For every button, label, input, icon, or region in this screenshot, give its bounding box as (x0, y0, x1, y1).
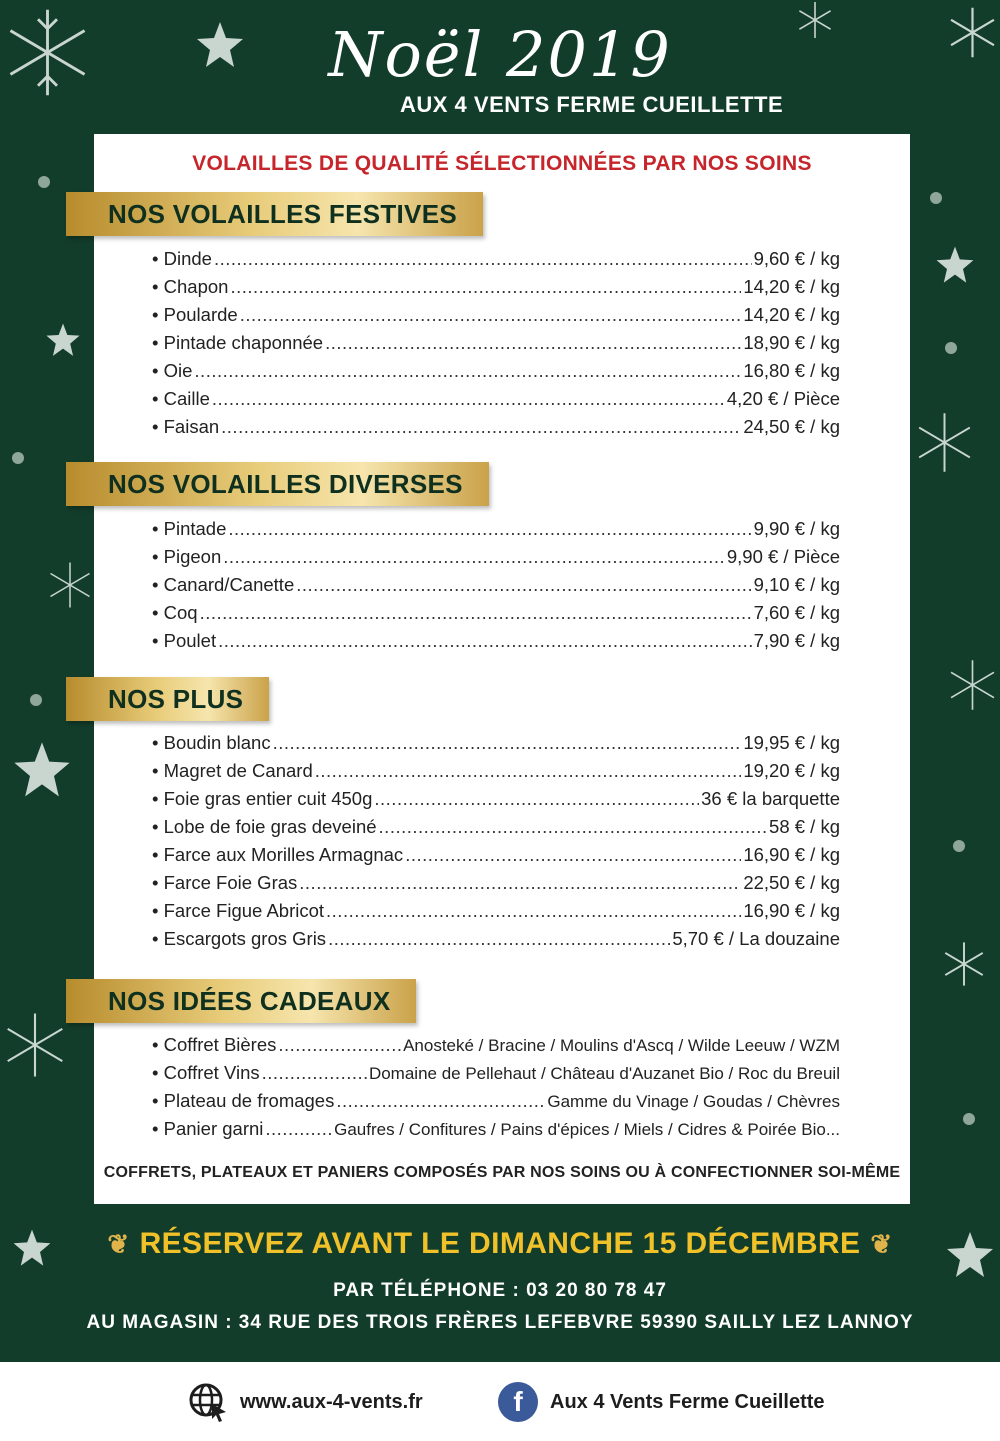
section-header-festives: NOS VOLAILLES FESTIVES (66, 192, 483, 236)
list-item: • Pintade ..... 9,90 € / kg (152, 518, 840, 546)
snowflake-icon (0, 975, 70, 1115)
reservation-headline: ❦ RÉSERVEZ AVANT LE DIMANCHE 15 DÉCEMBRE ❦ (107, 1227, 893, 1260)
list-item: • Panier garni ..... Gaufres / Confitures / Pains d'épices / Miels / Cidres & Poirée Bio... (152, 1118, 840, 1146)
snowflake-icon (912, 410, 977, 475)
decor-dot (953, 840, 965, 852)
reservation-address: AU MAGASIN : 34 RUE DES TROIS FRÈRES LEFEBVRE 59390 SAILLY LEZ LANNOY (86, 1312, 914, 1333)
website-link[interactable]: www.aux-4-vents.fr (188, 1382, 423, 1422)
decor-dot (30, 694, 42, 706)
list-item: • Farce aux Morilles Armagnac ..... 16,90 € / kg (152, 844, 840, 872)
section-header-plus: NOS PLUS (66, 677, 269, 721)
star-icon (12, 740, 72, 800)
list-item: • Boudin blanc ..... 19,95 € / kg (152, 732, 840, 760)
globe-icon (188, 1382, 228, 1422)
decor-dot (945, 342, 957, 354)
snowflake-icon (45, 535, 95, 635)
list-item: • Magret de Canard ..... 19,20 € / kg (152, 760, 840, 788)
list-item: • Oie ..... 16,80 € / kg (152, 360, 840, 388)
decor-dot (930, 192, 942, 204)
menu-card (94, 134, 910, 1204)
facebook-link[interactable]: f Aux 4 Vents Ferme Cueillette (498, 1382, 825, 1422)
list-plus (152, 732, 840, 956)
snowflake-icon (945, 620, 1000, 750)
list-item: • Farce Foie Gras ..... 22,50 € / kg (152, 872, 840, 900)
facebook-icon: f (498, 1382, 538, 1422)
list-item: • Coffret Vins ..... Domaine de Pellehaut / Château d'Auzanet Bio / Roc du Breuil (152, 1062, 840, 1090)
contact-bar (0, 1362, 1000, 1441)
section-header-diverses: NOS VOLAILLES DIVERSES (66, 462, 489, 506)
card-tagline: VOLAILLES DE QUALITÉ SÉLECTIONNÉES PAR NOS SOINS (192, 152, 812, 175)
list-item: • Pigeon ..... 9,90 € / Pièce (152, 546, 840, 574)
card-footer-note: COFFRETS, PLATEAUX ET PANIERS COMPOSÉS PAR NOS SOINS OU À CONFECTIONNER SOI-MÊME (103, 1164, 901, 1181)
star-icon (45, 322, 81, 358)
page-title: Noël 2019 (328, 18, 672, 91)
section-header-cadeaux: NOS IDÉES CADEAUX (66, 979, 416, 1023)
decor-dot (12, 452, 24, 464)
holly-icon: ❦ (870, 1229, 893, 1259)
list-item: • Foie gras entier cuit 450g ..... 36 € la barquette (152, 788, 840, 816)
list-diverses (152, 518, 840, 658)
list-item: • Poulet ..... 7,90 € / kg (152, 630, 840, 658)
decor-dot (38, 176, 50, 188)
holly-icon: ❦ (107, 1229, 130, 1259)
list-item: • Dinde ..... 9,60 € / kg (152, 248, 840, 276)
list-item: • Coffret Bières ..... Anosteké / Bracine / Moulins d'Ascq / Wilde Leeuw / WZM (152, 1034, 840, 1062)
list-item: • Pintade chaponnée ..... 18,90 € / kg (152, 332, 840, 360)
snowflake-icon (940, 940, 988, 988)
list-item: • Faisan ..... 24,50 € / kg (152, 416, 840, 444)
reservation-phone: PAR TÉLÉPHONE : 03 20 80 78 47 (333, 1280, 667, 1301)
list-item: • Chapon ..... 14,20 € / kg (152, 276, 840, 304)
page-subtitle: AUX 4 VENTS FERME CUEILLETTE (400, 92, 784, 117)
list-item: • Coq ..... 7,60 € / kg (152, 602, 840, 630)
list-item: • Poularde ..... 14,20 € / kg (152, 304, 840, 332)
list-item: • Escargots gros Gris ..... 5,70 € / La douzaine (152, 928, 840, 956)
list-cadeaux (152, 1034, 840, 1146)
decor-dot (963, 1113, 975, 1125)
star-icon (935, 245, 975, 285)
list-item: • Lobe de foie gras deveiné ..... 58 € / kg (152, 816, 840, 844)
list-item: • Canard/Canette ..... 9,10 € / kg (152, 574, 840, 602)
list-item: • Farce Figue Abricot ..... 16,90 € / kg (152, 900, 840, 928)
list-festives (152, 248, 840, 444)
list-item: • Plateau de fromages ..... Gamme du Vinage / Goudas / Chèvres (152, 1090, 840, 1118)
list-item: • Caille ..... 4,20 € / Pièce (152, 388, 840, 416)
